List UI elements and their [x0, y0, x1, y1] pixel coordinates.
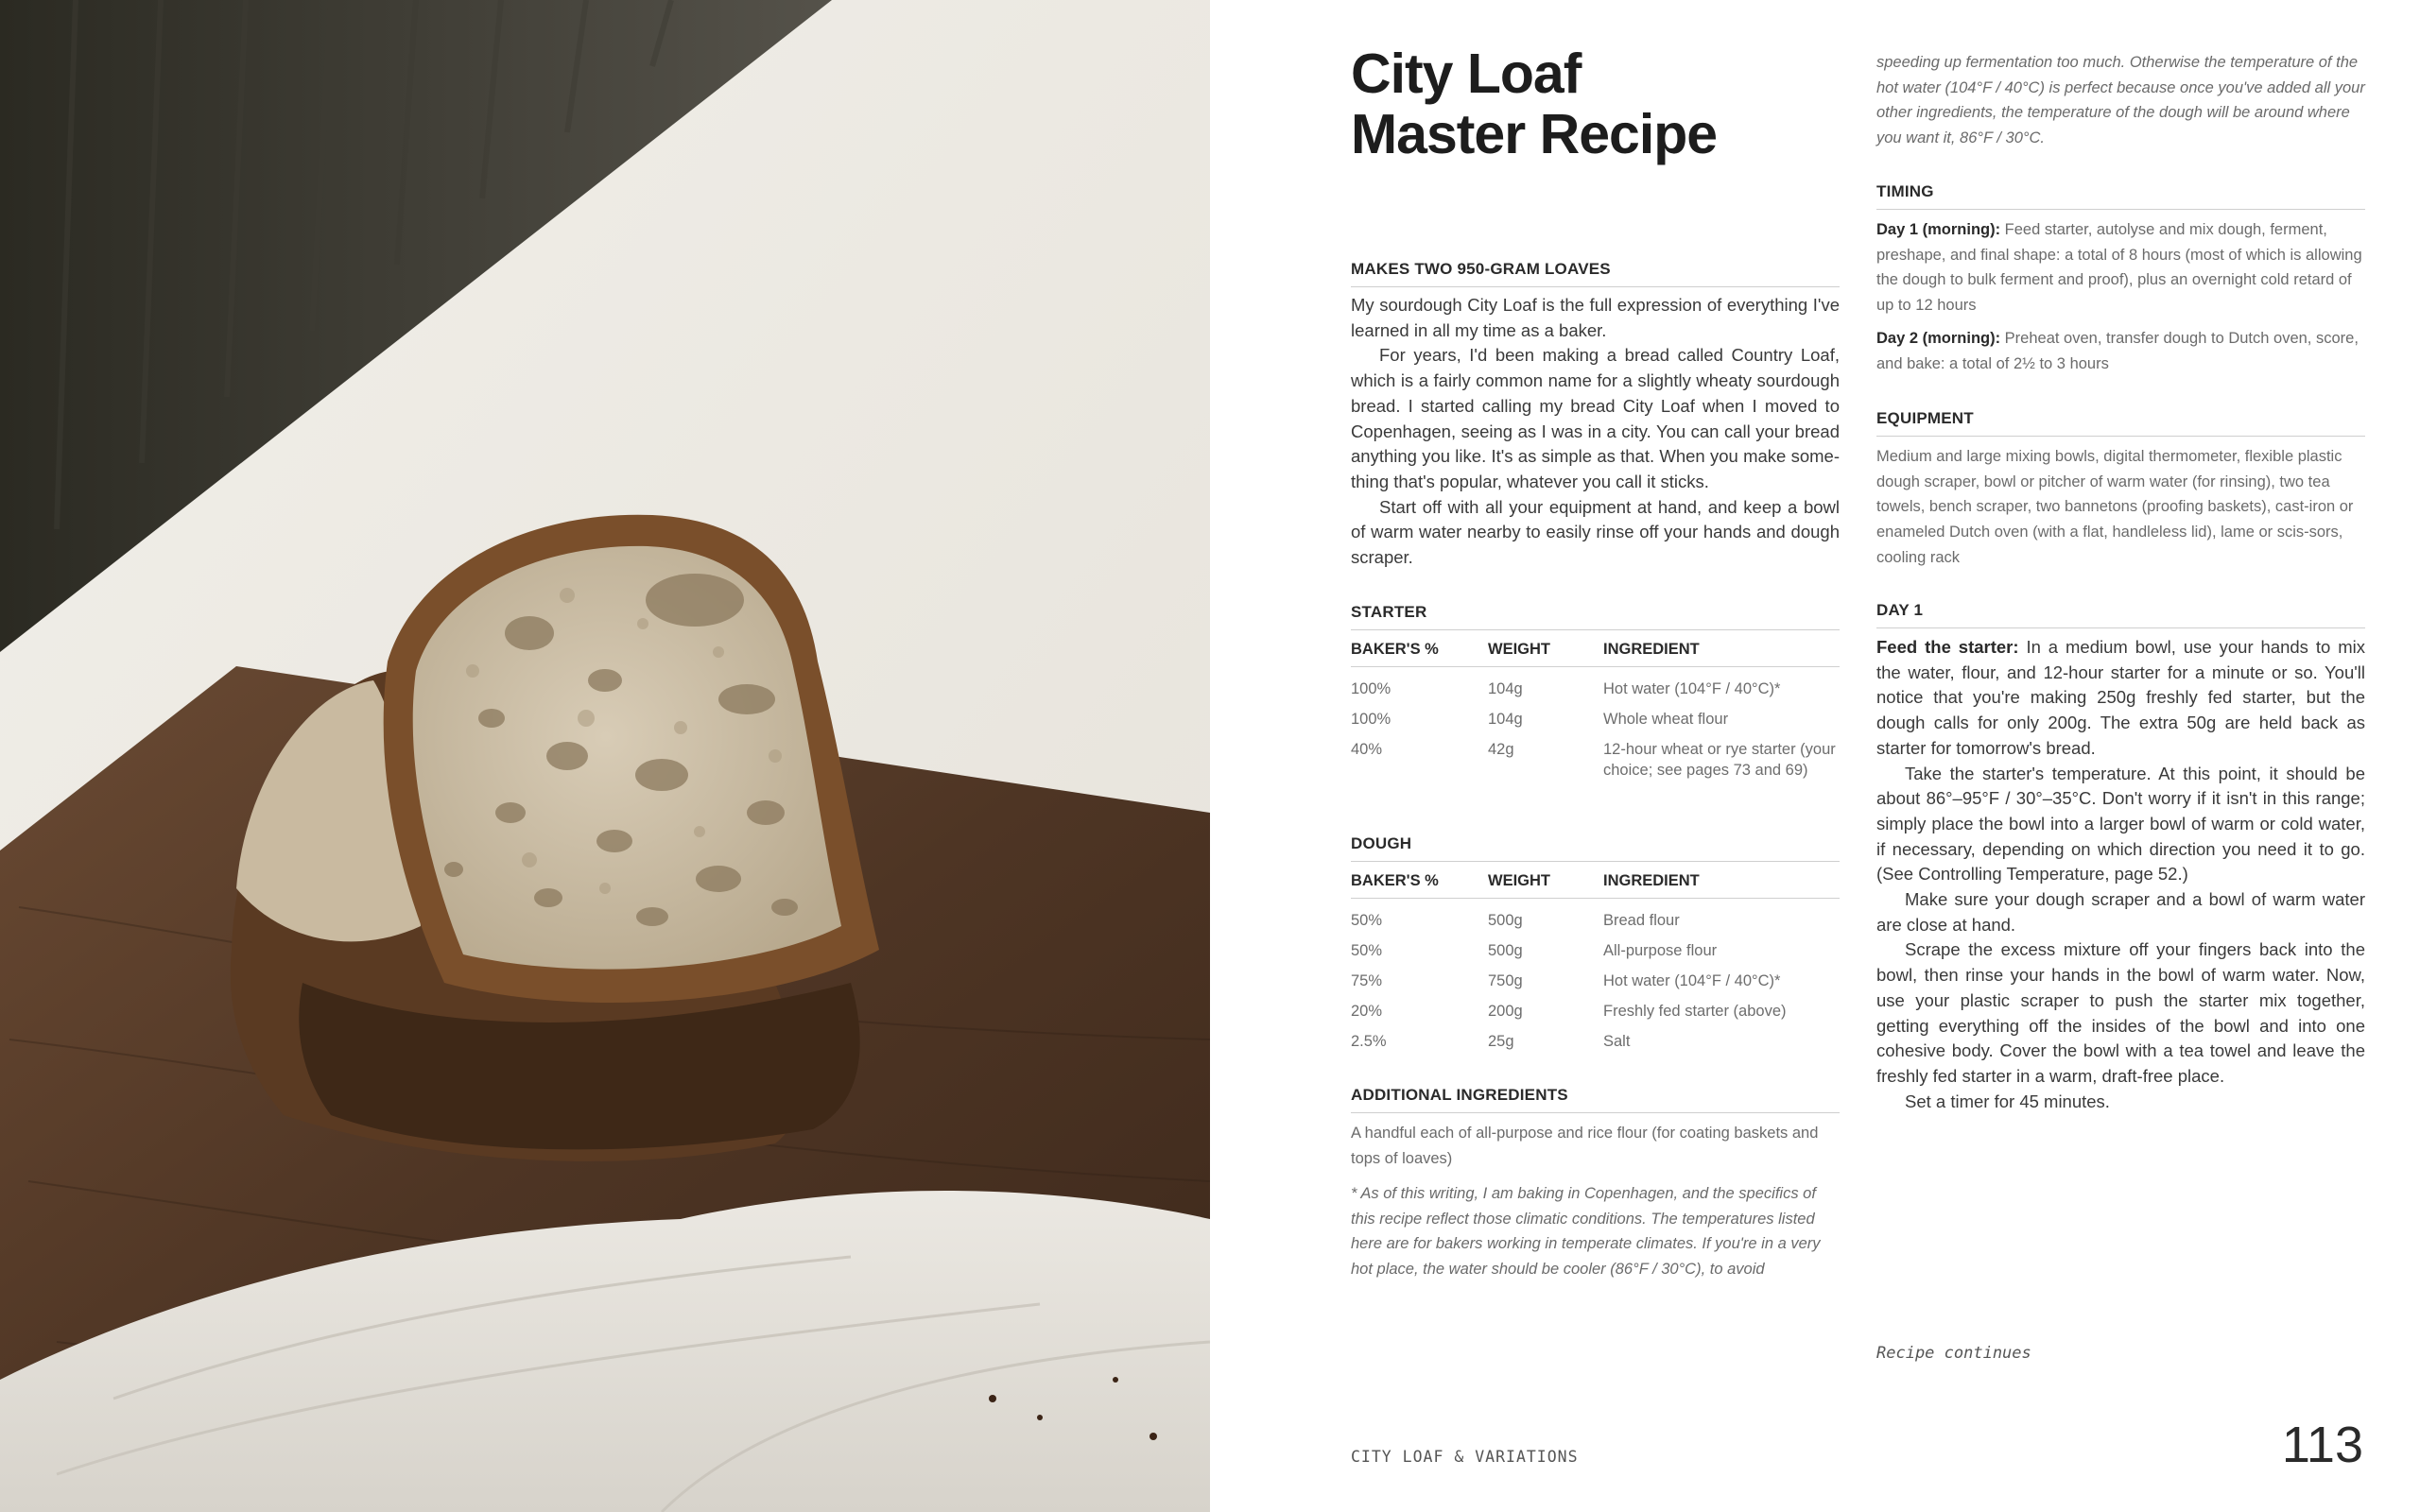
weight: 104g	[1488, 680, 1523, 697]
equipment-heading: EQUIPMENT	[1876, 409, 2365, 437]
starter-table	[1351, 641, 1840, 781]
column-header: INGREDIENT	[1603, 641, 1700, 658]
additional-heading: ADDITIONAL INGREDIENTS	[1351, 1086, 1840, 1113]
additional-text	[1351, 1121, 1840, 1171]
column-header: WEIGHT	[1488, 872, 1550, 889]
ingredient: Bread flour	[1603, 912, 1680, 929]
table-header	[1351, 641, 1840, 667]
day1-heading: DAY 1	[1876, 601, 2365, 628]
intro-paragraph: For years, I'd been making a bread called Country Loaf, which is a fairly common name for a slightly wheaty sourdough bread. I started calling my bread City Loaf when I moved to Copenhagen, seeing as I was in a city. You can call your bread anything you like. It's as simple as that. When you make some-thing that's popular, whatever you call it sticks.	[1351, 345, 1840, 491]
day1-lead-paragraph	[1876, 635, 2365, 762]
equipment-text	[1876, 444, 2365, 571]
intro-text	[1351, 293, 1840, 571]
dough-table	[1351, 872, 1840, 1052]
table-row	[1351, 940, 1840, 961]
starter-heading: STARTER	[1351, 603, 1840, 630]
ingredient: 12-hour wheat or rye starter (your choice; see pages 73 and 69)	[1603, 741, 1836, 779]
timing-heading: TIMING	[1876, 182, 2365, 210]
ingredient: All-purpose flour	[1603, 942, 1718, 959]
timing-day-2-label: Day 2 (morning):	[1876, 329, 2001, 347]
intro-paragraph: Start off with all your equipment at hand, and keep a bowl of warm water nearby to easily rinse off your hands and dough scraper.	[1351, 496, 1840, 568]
dough-heading: DOUGH	[1351, 834, 1840, 862]
weight: 104g	[1488, 711, 1523, 728]
day1-lead-label: Feed the starter:	[1876, 637, 2019, 657]
ingredient: Salt	[1603, 1033, 1631, 1050]
ingredient: Freshly fed starter (above)	[1603, 1003, 1787, 1020]
table-row	[1351, 679, 1840, 699]
column-header: BAKER'S %	[1351, 872, 1439, 889]
recipe-continues: Recipe continues	[1876, 1344, 2031, 1363]
bakers-percent: 50%	[1351, 912, 1383, 929]
bakers-percent: 100%	[1351, 711, 1392, 728]
table-row	[1351, 910, 1840, 931]
weight: 42g	[1488, 741, 1514, 758]
timing-text	[1876, 217, 2365, 376]
day1-paragraph: Set a timer for 45 minutes.	[1905, 1091, 2110, 1111]
weight: 500g	[1488, 912, 1523, 929]
column-header: INGREDIENT	[1603, 872, 1700, 889]
timing-day-1-label: Day 1 (morning):	[1876, 221, 2001, 238]
day1-paragraph: Take the starter's temperature. At this point, it should be about 86°–95°F / 30°–35°C. Don't worry if it isn't in this range; simply place the bowl into a larger bowl of warm or cold water, if necessary, depending on which direction you need it to go. (See Controlling Temperature, page 52.)	[1876, 763, 2365, 885]
running-footer: CITY LOAF & VARIATIONS	[1351, 1448, 1579, 1466]
day1-paragraph: Scrape the excess mixture off your fingers back into the bowl, then rinse your hands in the bowl of warm water. Now, use your plastic scraper to push the starter mix together, getting everything off the insides of the bowl and into one cohesive body. Cover the bowl with a tea towel and leave the freshly fed starter in a warm, draft-free place.	[1876, 939, 2365, 1086]
table-row	[1351, 739, 1840, 781]
ingredient: Whole wheat flour	[1603, 711, 1729, 728]
ingredient: Hot water (104°F / 40°C)*	[1603, 680, 1781, 697]
bakers-percent: 100%	[1351, 680, 1392, 697]
timing-day-2	[1876, 326, 2365, 376]
column-header: BAKER'S %	[1351, 641, 1439, 658]
timing-day-1-text: Feed starter, autolyse and mix dough, ferment, preshape, and final shape: a total of 8 hours (most of which is allowing the dough to bulk ferment and proof), plus an overnight cold retard of up to 12 hours	[1876, 221, 2362, 315]
table-row	[1351, 709, 1840, 730]
weight: 750g	[1488, 972, 1523, 989]
bakers-percent: 20%	[1351, 1003, 1383, 1020]
day1-paragraph: Make sure your dough scraper and a bowl of warm water are close at hand.	[1876, 889, 2365, 935]
table-row	[1351, 971, 1840, 991]
day1-lead-text: In a medium bowl, use your hands to mix the water, flour, and 12-hour starter for a minute or so. You'll notice that you're making 250g freshly fed starter, but the dough calls for only 200g. The extra 50g are held back as starter for tomorrow's bread.	[1876, 637, 2365, 758]
table-row	[1351, 1001, 1840, 1022]
additional-ingredients: A handful each of all-purpose and rice flour (for coating baskets and tops of loaves)	[1351, 1125, 1819, 1167]
ingredient: Hot water (104°F / 40°C)*	[1603, 972, 1781, 989]
weight: 200g	[1488, 1003, 1523, 1020]
bakers-percent: 40%	[1351, 741, 1383, 758]
timing-day-1	[1876, 217, 2365, 318]
table-header	[1351, 872, 1840, 899]
weight: 500g	[1488, 942, 1523, 959]
title-line-2: Master Recipe	[1351, 103, 1718, 165]
column-header: WEIGHT	[1488, 641, 1550, 658]
bakers-percent: 2.5%	[1351, 1033, 1387, 1050]
day1-text	[1876, 635, 2365, 1114]
makes-heading: MAKES TWO 950-GRAM LOAVES	[1351, 260, 1840, 287]
title-line-1: City Loaf	[1351, 43, 1582, 105]
bakers-percent: 75%	[1351, 972, 1383, 989]
page-number: 113	[2281, 1417, 2363, 1473]
timing-day-2-text: Preheat oven, transfer dough to Dutch oven, score, and bake: a total of 2½ to 3 hours	[1876, 329, 2359, 372]
bakers-percent: 50%	[1351, 942, 1383, 959]
footnote: * As of this writing, I am baking in Copenhagen, and the specifics of this recipe reflect those climatic conditions. The temperatures listed here are for bakers working in temperate climates. If you're in a very hot place, the water should be cooler (86°F / 30°C), to avoid	[1351, 1185, 1821, 1279]
equipment-list: Medium and large mixing bowls, digital thermometer, flexible plastic dough scraper, bowl or pitcher of warm water (for rinsing), two tea towels, bench scraper, two bannetons (proofing baskets), cast-iron or enameled Dutch oven (with a flat, handleless lid), lame or scis-sors, cooling rack	[1876, 448, 2354, 566]
intro-paragraph: My sourdough City Loaf is the full expression of everything I've learned in all my time as a baker.	[1351, 295, 1840, 340]
weight: 25g	[1488, 1033, 1514, 1050]
table-row	[1351, 1031, 1840, 1052]
recipe-title	[1351, 43, 1717, 164]
footnote-continued: speeding up fermentation too much. Otherwise the temperature of the hot water (104°F / 40°C) is perfect because once you've added all your other ingredients, the temperature of the dough will be around where you want it, 86°F / 30°C.	[1876, 54, 2365, 147]
